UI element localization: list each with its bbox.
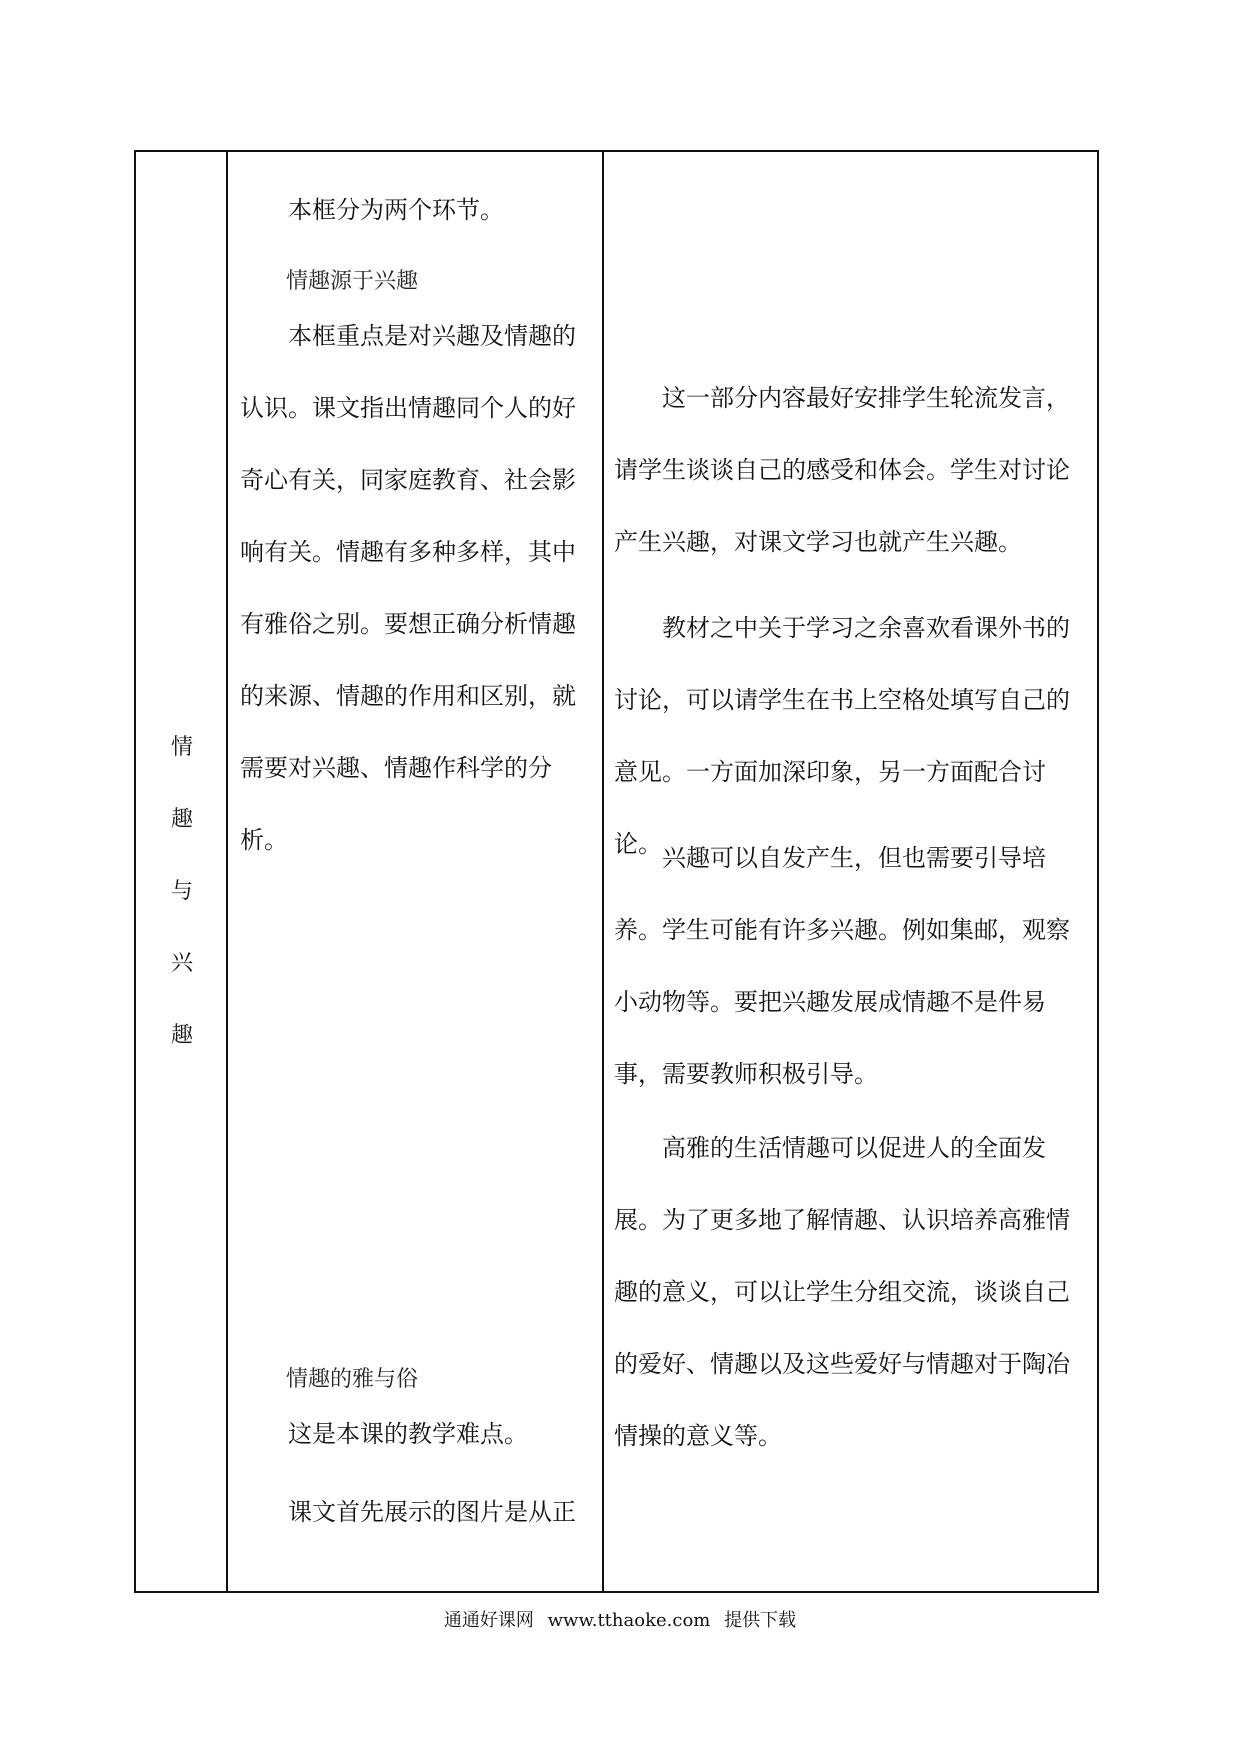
- section-title-char: 趣: [170, 807, 193, 832]
- section-title-char: 情: [170, 735, 193, 760]
- subheading-interest: 情趣源于兴趣: [286, 269, 419, 294]
- note-interest: 兴趣可以自发产生，但也需要引导培养。学生可能有许多兴趣。例如集邮，观察小动物等。要把兴趣发展成情趣不是件易事，需要教师积极引导。: [614, 844, 1070, 1088]
- intro-text: 本框分为两个环节。: [288, 196, 504, 224]
- note-discussion: 这一部分内容最好安排学生轮流发言，请学生谈谈自己的感受和体会。学生对讨论产生兴趣，对课文学习也就产生兴趣。: [614, 384, 1070, 556]
- footer-suffix: 提供下载: [724, 1610, 797, 1631]
- section-title-char: 兴: [170, 951, 193, 976]
- paragraph-images: 课文首先展示的图片是从正: [288, 1498, 576, 1526]
- section-title: [136, 712, 228, 1072]
- subheading-elegance: 情趣的雅与俗: [286, 1367, 419, 1392]
- content-column: [230, 152, 604, 1591]
- teaching-notes-column: [604, 152, 1096, 1591]
- paragraph-difficulty: 这是本课的教学难点。: [288, 1420, 528, 1448]
- section-title-char: 趣: [170, 1023, 193, 1048]
- lesson-table: [134, 150, 1099, 1593]
- section-title-char: 与: [170, 879, 193, 904]
- page-footer: [0, 1606, 1240, 1632]
- section-title-column: [136, 152, 228, 1591]
- paragraph-key-points: 本框重点是对兴趣及情趣的认识。课文指出情趣同个人的好奇心有关，同家庭教育、社会影响有关。情趣有多种多样，其中有雅俗之别。要想正确分析情趣的来源、情趣的作用和区别，就需要对兴趣、情趣作科学的分析。: [240, 322, 576, 854]
- footer-url[interactable]: www.tthaoke.com: [547, 1610, 711, 1631]
- note-elegant-life: 高雅的生活情趣可以促进人的全面发展。为了更多地了解情趣、认识培养高雅情趣的意义，可以让学生分组交流，谈谈自己的爱好、情趣以及这些爱好与情趣对于陶冶情操的意义等。: [614, 1134, 1070, 1450]
- note-textbook: 教材之中关于学习之余喜欢看课外书的讨论，可以请学生在书上空格处填写自己的意见。一方面加深印象，另一方面配合讨论。: [614, 614, 1070, 858]
- footer-site: 通通好课网: [443, 1610, 534, 1631]
